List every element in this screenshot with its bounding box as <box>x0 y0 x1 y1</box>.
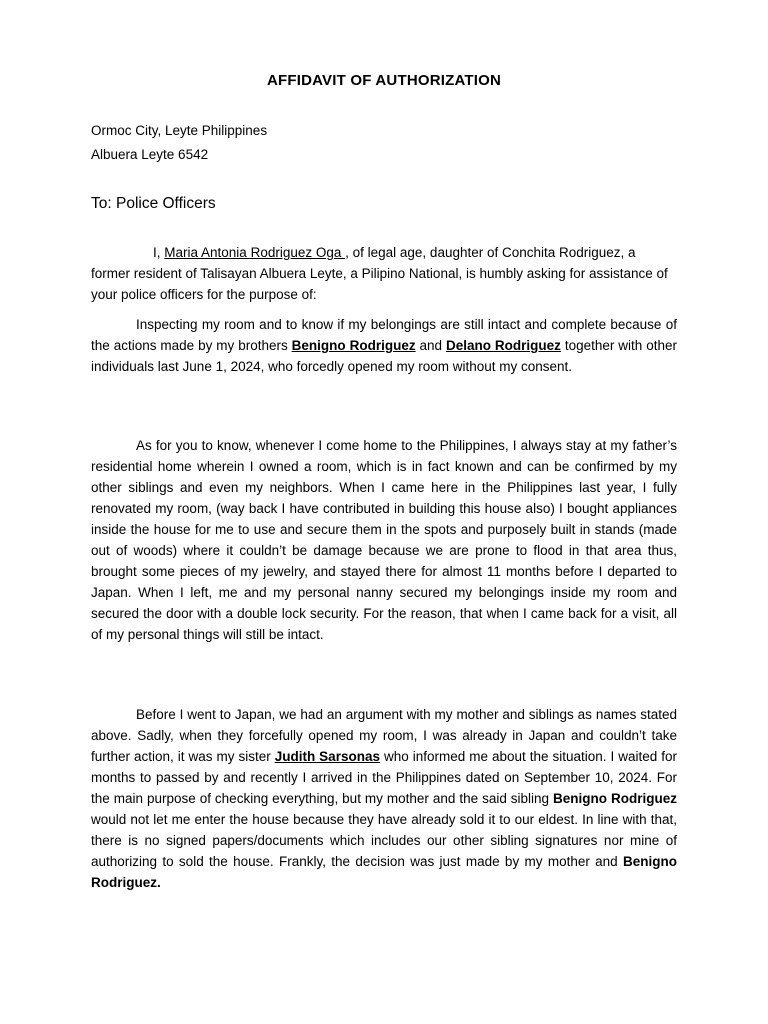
incident-paragraph <box>91 704 677 893</box>
addressee: To: Police Officers <box>91 195 216 212</box>
affiant-name: Maria Antonia Rodriguez Oga <box>164 245 346 260</box>
brother-name-1: Benigno Rodriguez <box>291 338 416 353</box>
brother-name-2: Delano Rodriguez <box>445 338 561 353</box>
intro-paragraph <box>91 242 677 305</box>
purpose-paragraph <box>91 314 677 377</box>
purpose-text-a: Inspecting my room and to know if my belongings are still intact and complete because of the actions made by my brothers <box>91 317 677 353</box>
intro-text: , of legal age, daughter of Conchita Rodriguez, a former resident of Talisayan Albuera Leyte, a Pilipino National, is humbly asking for assistance of your police officers for the purpose of: <box>91 245 668 302</box>
document-title: AFFIDAVIT OF AUTHORIZATION <box>266 72 502 89</box>
intro-prefix: I, <box>153 245 165 260</box>
incident-text-c: would not let me enter the house because they have already sold it to our eldest. In line with that, there is no signed papers/documents which includes our other sibling signatures nor mine of authorizing to sold the house. Frankly, the decision was just made by my mother and <box>91 812 677 869</box>
background-paragraph <box>91 435 677 645</box>
address-line-1: Ormoc City, Leyte Philippines <box>91 123 268 138</box>
background-text: As for you to know, whenever I come home to the Philippines, I always stay at my father’s residential home wherein I owned a room, which is in fact known and can be confirmed by my other siblings and even my neighbors. When I came here in the Philippines last year, I fully renovated my room, (way back I have contributed in building this house also) I bought appliances inside the house for me to use and secure them in the spots and purposely built in stands (made out of woods) where it couldn’t be damage because we are prone to flood in that area thus, brought some pieces of my jewelry, and stayed there for almost 11 months before I departed to Japan. When I left, me and my personal nanny secured my belongings inside my room and secured the door with a double lock security. For the reason, that when I came back for a visit, all of my personal things will still be intact. <box>91 438 677 642</box>
incident-text-b: who informed me about the situation. I waited for months to passed by and recently I arrived in the Philippines dated on September 10, 2024. For the main purpose of checking everything, but my mother and the said sibling <box>91 749 677 806</box>
address-line-2: Albuera Leyte 6542 <box>91 147 209 162</box>
sister-name: Judith Sarsonas <box>274 749 380 764</box>
sibling-name: Benigno Rodriguez <box>553 791 677 806</box>
sibling-name-final: Benigno Rodriguez. <box>91 854 677 890</box>
purpose-text-c: together with other individuals last June 1, 2024, who forcedly opened my room without my consent. <box>91 338 678 374</box>
purpose-text-b: and <box>415 338 446 353</box>
incident-text-a: Before I went to Japan, we had an argument with my mother and siblings as names stated above. Sadly, when they forcefully opened my room, I was already in Japan and couldn’t take further action, it was my sister <box>91 707 677 764</box>
